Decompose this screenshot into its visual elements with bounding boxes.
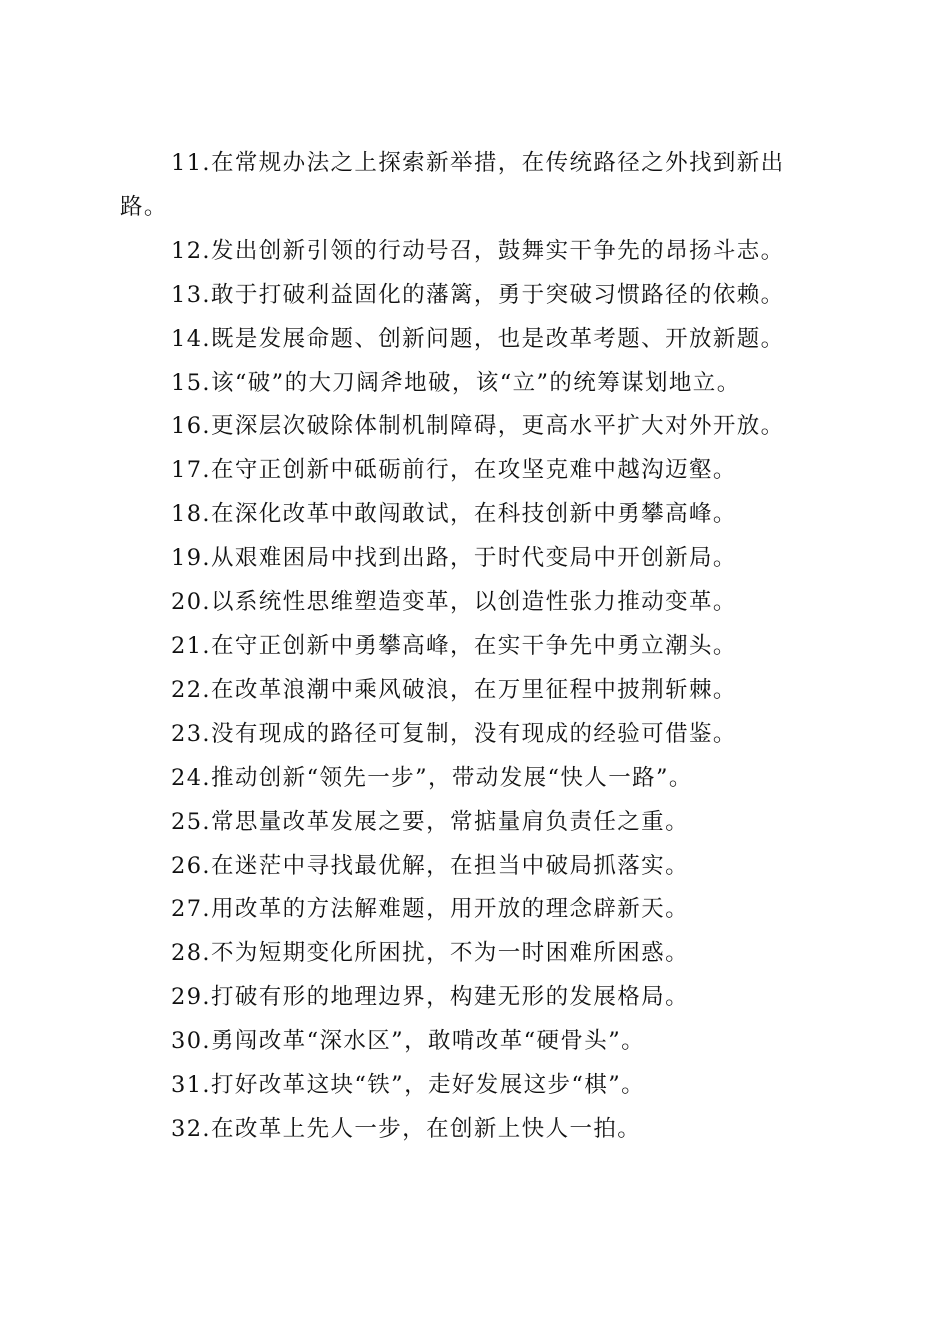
list-item: 21.在守正创新中勇攀高峰，在实干争先中勇立潮头。 (171, 632, 737, 659)
list-item: 17.在守正创新中砥砺前行，在攻坚克难中越沟迈壑。 (171, 457, 737, 484)
list-item: 29.打破有形的地理边界，构建无形的发展格局。 (171, 984, 689, 1011)
list-item: 16.更深层次破除体制机制障碍，更高水平扩大对外开放。 (171, 413, 785, 440)
list-item: 20.以系统性思维塑造变革，以创造性张力推动变革。 (171, 589, 737, 616)
list-item: 18.在深化改革中敢闯敢试，在科技创新中勇攀高峰。 (171, 501, 737, 528)
list-item: 23.没有现成的路径可复制，没有现成的经验可借鉴。 (171, 720, 737, 747)
document-body (120, 142, 832, 1152)
list-item: 32.在改革上先人一步，在创新上快人一拍。 (171, 1115, 642, 1142)
list-item: 11.在常规办法之上探索新举措，在传统路径之外找到新出路。 (120, 150, 785, 220)
list-item: 12.发出创新引领的行动号召，鼓舞实干争先的昂扬斗志。 (171, 237, 785, 264)
list-item: 26.在迷茫中寻找最优解，在担当中破局抓落实。 (171, 852, 689, 879)
list-item: 19.从艰难困局中找到出路，于时代变局中开创新局。 (171, 545, 737, 572)
list-item: 31.打好改革这块“铁”，走好发展这步“棋”。 (171, 1072, 645, 1099)
list-item: 22.在改革浪潮中乘风破浪，在万里征程中披荆斩棘。 (171, 676, 737, 703)
list-item: 25.常思量改革发展之要，常掂量肩负责任之重。 (171, 808, 689, 835)
list-item: 13.敢于打破利益固化的藩篱，勇于突破习惯路径的依赖。 (171, 281, 785, 308)
list-item: 24.推动创新“领先一步”，带动发展“快人一路”。 (171, 764, 693, 791)
list-item: 15.该“破”的大刀阔斧地破，该“立”的统筹谋划地立。 (171, 369, 741, 396)
list-item: 30.勇闯改革“深水区”，敢啃改革“硬骨头”。 (171, 1028, 645, 1055)
list-item: 28.不为短期变化所困扰，不为一时困难所困惑。 (171, 940, 689, 967)
list-item: 14.既是发展命题、创新问题，也是改革考题、开放新题。 (171, 325, 785, 352)
list-item: 27.用改革的方法解难题，用开放的理念辟新天。 (171, 896, 689, 923)
